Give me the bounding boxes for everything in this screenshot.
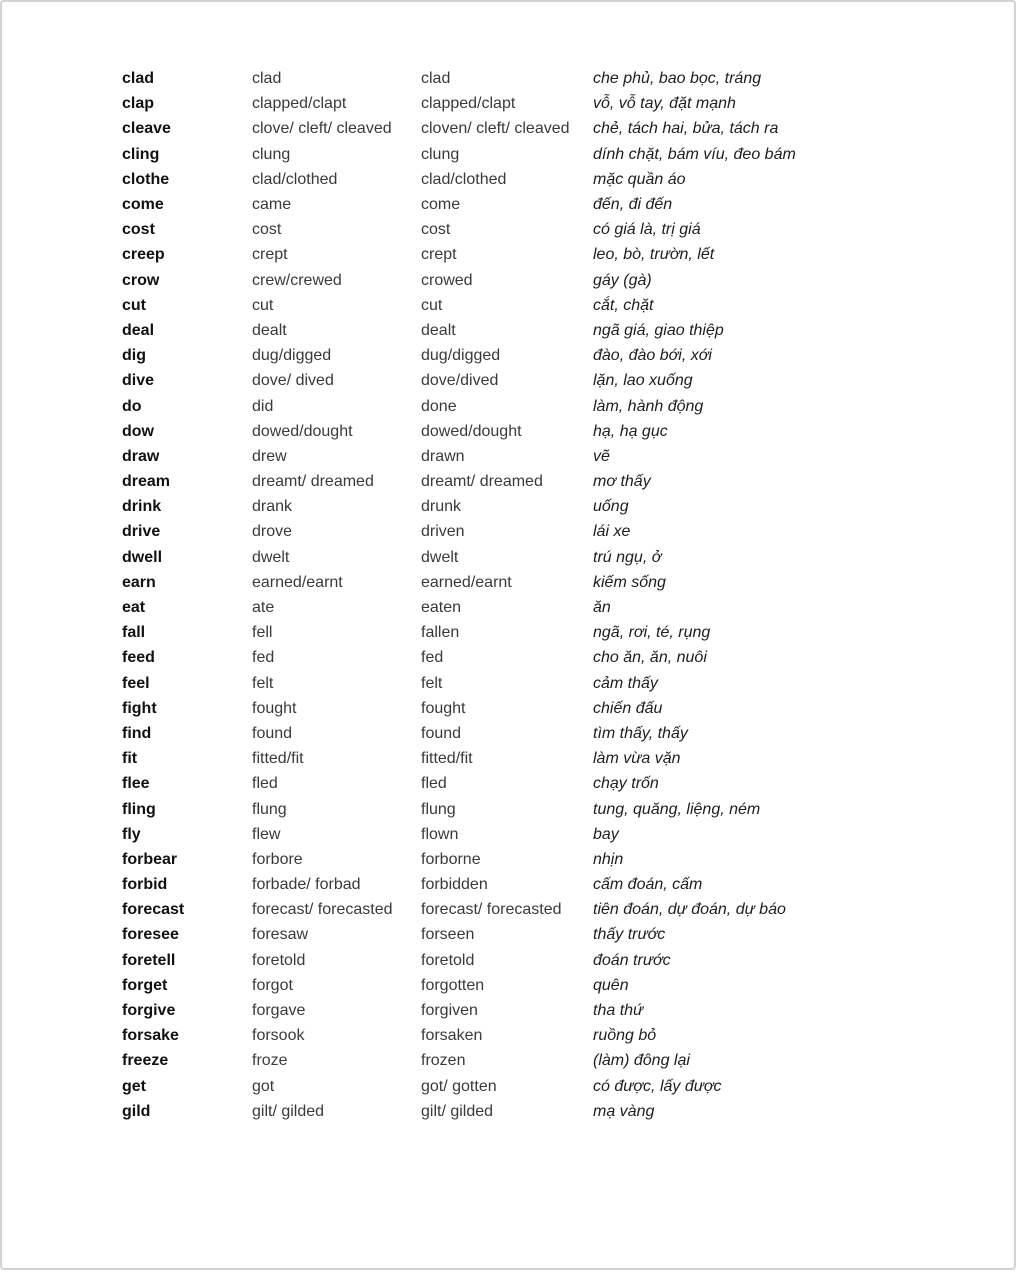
verb-base-form: forsake (122, 1027, 179, 1045)
verb-past-simple: clad (252, 70, 282, 88)
verb-meaning: vỗ, vỗ tay, đặt mạnh (593, 95, 736, 113)
verb-past-participle: eaten (421, 599, 462, 617)
verb-row (122, 142, 796, 167)
verb-past-participle: forecast/ forecasted (421, 901, 562, 919)
verb-row (122, 721, 796, 746)
verb-row (122, 796, 796, 821)
verb-past-simple: fought (252, 699, 297, 717)
irregular-verb-table (122, 66, 796, 1124)
verb-row (122, 973, 796, 998)
verb-base-form: draw (122, 447, 160, 465)
verb-row (122, 872, 796, 897)
verb-base-form: feel (122, 674, 150, 692)
verb-base-form: cut (122, 296, 146, 314)
verb-past-participle: dove/dived (421, 372, 499, 390)
verb-base-form: crow (122, 271, 160, 289)
verb-past-simple: ate (252, 599, 275, 617)
verb-past-participle: done (421, 397, 457, 415)
verb-base-form: cleave (122, 120, 171, 138)
verb-row (122, 293, 796, 318)
verb-base-form: dig (122, 347, 146, 365)
verb-row (122, 167, 796, 192)
verb-row (122, 469, 796, 494)
verb-base-form: clap (122, 95, 155, 113)
verb-past-simple: crept (252, 246, 288, 264)
verb-row (122, 368, 796, 393)
verb-past-participle: forsaken (421, 1027, 483, 1045)
verb-past-participle: got/ gotten (421, 1077, 497, 1095)
verb-meaning: (làm) đông lại (593, 1052, 690, 1070)
verb-base-form: cling (122, 145, 160, 163)
verb-meaning: trú ngụ, ở (593, 548, 662, 566)
verb-row (122, 318, 796, 343)
verb-meaning: ngã giá, giao thiệp (593, 321, 724, 339)
verb-row (122, 746, 796, 771)
verb-meaning: gáy (gà) (593, 271, 652, 289)
verb-base-form: forget (122, 976, 168, 994)
verb-past-simple: clad/clothed (252, 170, 338, 188)
verb-base-form: gild (122, 1102, 151, 1120)
verb-past-participle: cost (421, 221, 451, 239)
verb-base-form: foresee (122, 926, 179, 944)
verb-meaning: vẽ (593, 447, 610, 465)
verb-base-form: earn (122, 573, 156, 591)
verb-row (122, 217, 796, 242)
verb-past-participle: dowed/dought (421, 422, 522, 440)
verb-meaning: uống (593, 498, 629, 516)
verb-row (122, 1099, 796, 1124)
verb-meaning: đoán trước (593, 951, 671, 969)
verb-row (122, 671, 796, 696)
verb-base-form: drink (122, 498, 162, 516)
verb-meaning: kiếm sống (593, 573, 666, 591)
verb-base-form: dwell (122, 548, 163, 566)
verb-past-simple: dealt (252, 321, 287, 339)
verb-past-simple: crew/crewed (252, 271, 342, 289)
verb-meaning: làm vừa vặn (593, 750, 681, 768)
verb-past-simple: fed (252, 649, 275, 667)
verb-base-form: clad (122, 70, 155, 88)
verb-base-form: fling (122, 800, 156, 818)
verb-row (122, 595, 796, 620)
verb-past-participle: forseen (421, 926, 475, 944)
verb-meaning: mơ thấy (593, 473, 651, 491)
verb-base-form: forbear (122, 850, 178, 868)
verb-meaning: che phủ, bao bọc, tráng (593, 70, 762, 88)
verb-row (122, 645, 796, 670)
verb-meaning: quên (593, 976, 629, 994)
verb-past-simple: fell (252, 624, 273, 642)
verb-base-form: fly (122, 825, 141, 843)
verb-row (122, 1023, 796, 1048)
verb-base-form: dive (122, 372, 155, 390)
verb-past-simple: felt (252, 674, 274, 692)
verb-row (122, 922, 796, 947)
verb-row (122, 1048, 796, 1073)
verb-past-participle: dreamt/ dreamed (421, 473, 543, 491)
verb-past-participle: fitted/fit (421, 750, 473, 768)
verb-past-simple: dowed/dought (252, 422, 353, 440)
verb-meaning: tiên đoán, dự đoán, dự báo (593, 901, 786, 919)
verb-past-participle: dwelt (421, 548, 459, 566)
verb-past-participle: dealt (421, 321, 456, 339)
verb-past-participle: gilt/ gilded (421, 1102, 494, 1120)
verb-past-simple: foresaw (252, 926, 309, 944)
verb-past-participle: clad (421, 70, 451, 88)
verb-meaning: cấm đoán, cấm (593, 876, 703, 894)
verb-row (122, 998, 796, 1023)
verb-past-participle: come (421, 196, 461, 214)
verb-past-simple: dwelt (252, 548, 290, 566)
verb-past-simple: got (252, 1077, 275, 1095)
verb-past-simple: gilt/ gilded (252, 1102, 325, 1120)
verb-base-form: forgive (122, 1002, 176, 1020)
verb-meaning: mặc quần áo (593, 170, 686, 188)
verb-base-form: dow (122, 422, 154, 440)
verb-row (122, 268, 796, 293)
verb-past-simple: dug/digged (252, 347, 332, 365)
verb-base-form: eat (122, 599, 146, 617)
verb-meaning: tung, quăng, liệng, ném (593, 800, 761, 818)
verb-past-simple: fitted/fit (252, 750, 304, 768)
verb-meaning: có giá là, trị giá (593, 221, 701, 239)
verb-past-participle: cut (421, 296, 443, 314)
verb-row (122, 570, 796, 595)
verb-past-participle: clung (421, 145, 460, 163)
verb-meaning: đào, đào bới, xới (593, 347, 712, 365)
verb-past-simple: earned/earnt (252, 573, 343, 591)
verb-past-participle: fought (421, 699, 466, 717)
verb-row (122, 444, 796, 469)
verb-meaning: đến, đi đến (593, 196, 673, 214)
verb-meaning: làm, hành động (593, 397, 704, 415)
verb-row (122, 343, 796, 368)
verb-past-simple: froze (252, 1052, 288, 1070)
verb-past-simple: drew (252, 447, 287, 465)
verb-past-participle: flown (421, 825, 459, 843)
verb-row (122, 696, 796, 721)
verb-row (122, 519, 796, 544)
verb-past-participle: driven (421, 523, 465, 541)
verb-row (122, 948, 796, 973)
verb-base-form: fit (122, 750, 138, 768)
verb-past-participle: forgotten (421, 976, 485, 994)
verb-past-participle: crept (421, 246, 457, 264)
verb-past-simple: dove/ dived (252, 372, 334, 390)
verb-past-participle: clapped/clapt (421, 95, 516, 113)
verb-base-form: forbid (122, 876, 168, 894)
verb-past-participle: forborne (421, 850, 481, 868)
verb-base-form: deal (122, 321, 155, 339)
verb-meaning: bay (593, 825, 619, 843)
verb-past-simple: forecast/ forecasted (252, 901, 393, 919)
verb-row (122, 66, 796, 91)
verb-meaning: có được, lấy được (593, 1077, 722, 1095)
verb-past-participle: drawn (421, 447, 465, 465)
verb-row (122, 91, 796, 116)
verb-past-simple: fled (252, 775, 278, 793)
verb-meaning: ngã, rơi, té, rụng (593, 624, 711, 642)
verb-past-participle: crowed (421, 271, 473, 289)
verb-past-participle: forbidden (421, 876, 488, 894)
verb-base-form: forecast (122, 901, 185, 919)
verb-past-simple: found (252, 724, 293, 742)
verb-row (122, 1074, 796, 1099)
verb-row (122, 494, 796, 519)
verb-meaning: cắt, chặt (593, 296, 654, 314)
verb-past-simple: clapped/clapt (252, 95, 347, 113)
verb-meaning: mạ vàng (593, 1102, 655, 1120)
verb-base-form: fight (122, 699, 157, 717)
verb-meaning: tìm thấy, thấy (593, 724, 688, 742)
verb-past-simple: came (252, 196, 292, 214)
verb-past-simple: forbore (252, 850, 303, 868)
verb-meaning: thấy trước (593, 926, 666, 944)
verb-row (122, 116, 796, 141)
verb-base-form: foretell (122, 951, 176, 969)
verb-past-simple: clove/ cleft/ cleaved (252, 120, 392, 138)
verb-past-simple: forgot (252, 976, 293, 994)
verb-base-form: feed (122, 649, 155, 667)
verb-meaning: nhịn (593, 850, 624, 868)
verb-row (122, 545, 796, 570)
verb-meaning: chẻ, tách hai, bửa, tách ra (593, 120, 779, 138)
verb-meaning: chiến đấu (593, 699, 663, 717)
verb-past-participle: fed (421, 649, 444, 667)
verb-past-participle: fallen (421, 624, 460, 642)
verb-past-simple: clung (252, 145, 291, 163)
verb-past-simple: cut (252, 296, 274, 314)
verb-base-form: fall (122, 624, 146, 642)
verb-past-simple: forbade/ forbad (252, 876, 361, 894)
verb-past-simple: dreamt/ dreamed (252, 473, 374, 491)
verb-meaning: lặn, lao xuống (593, 372, 693, 390)
verb-past-participle: drunk (421, 498, 462, 516)
verb-base-form: cost (122, 221, 155, 239)
verb-row (122, 847, 796, 872)
verb-past-simple: flew (252, 825, 281, 843)
verb-base-form: drive (122, 523, 161, 541)
verb-meaning: tha thứ (593, 1002, 644, 1020)
verb-past-participle: earned/earnt (421, 573, 512, 591)
verb-meaning: chạy trốn (593, 775, 659, 793)
verb-base-form: clothe (122, 170, 170, 188)
verb-past-participle: forgiven (421, 1002, 478, 1020)
verb-row (122, 822, 796, 847)
verb-meaning: dính chặt, bám víu, đeo bám (593, 145, 796, 163)
verb-past-simple: did (252, 397, 274, 415)
verb-row (122, 242, 796, 267)
verb-past-simple: forsook (252, 1027, 305, 1045)
verb-past-simple: cost (252, 221, 282, 239)
verb-past-simple: foretold (252, 951, 306, 969)
verb-past-participle: clad/clothed (421, 170, 507, 188)
verb-past-participle: found (421, 724, 462, 742)
verb-base-form: dream (122, 473, 171, 491)
verb-past-participle: fled (421, 775, 447, 793)
verb-base-form: come (122, 196, 164, 214)
verb-past-participle: dug/digged (421, 347, 501, 365)
verb-base-form: do (122, 397, 142, 415)
verb-past-participle: cloven/ cleft/ cleaved (421, 120, 570, 138)
verb-past-simple: forgave (252, 1002, 306, 1020)
verb-past-simple: flung (252, 800, 287, 818)
verb-base-form: creep (122, 246, 165, 264)
verb-meaning: cho ăn, ăn, nuôi (593, 649, 707, 667)
verb-meaning: ruồng bỏ (593, 1027, 657, 1045)
verb-base-form: flee (122, 775, 150, 793)
verb-row (122, 620, 796, 645)
verb-past-simple: drank (252, 498, 293, 516)
verb-row (122, 393, 796, 418)
verb-row (122, 771, 796, 796)
verb-meaning: ăn (593, 599, 611, 617)
verb-row (122, 897, 796, 922)
verb-meaning: leo, bò, trườn, lết (593, 246, 715, 264)
verb-past-participle: flung (421, 800, 456, 818)
verb-past-participle: frozen (421, 1052, 466, 1070)
verb-meaning: cảm thấy (593, 674, 658, 692)
verb-row (122, 419, 796, 444)
verb-base-form: find (122, 724, 152, 742)
verb-past-simple: drove (252, 523, 293, 541)
verb-meaning: hạ, hạ gục (593, 422, 668, 440)
verb-table-body (122, 66, 796, 1124)
verb-row (122, 192, 796, 217)
verb-base-form: get (122, 1077, 146, 1095)
verb-meaning: lái xe (593, 523, 631, 541)
verb-base-form: freeze (122, 1052, 169, 1070)
verb-past-participle: felt (421, 674, 443, 692)
verb-past-participle: foretold (421, 951, 475, 969)
